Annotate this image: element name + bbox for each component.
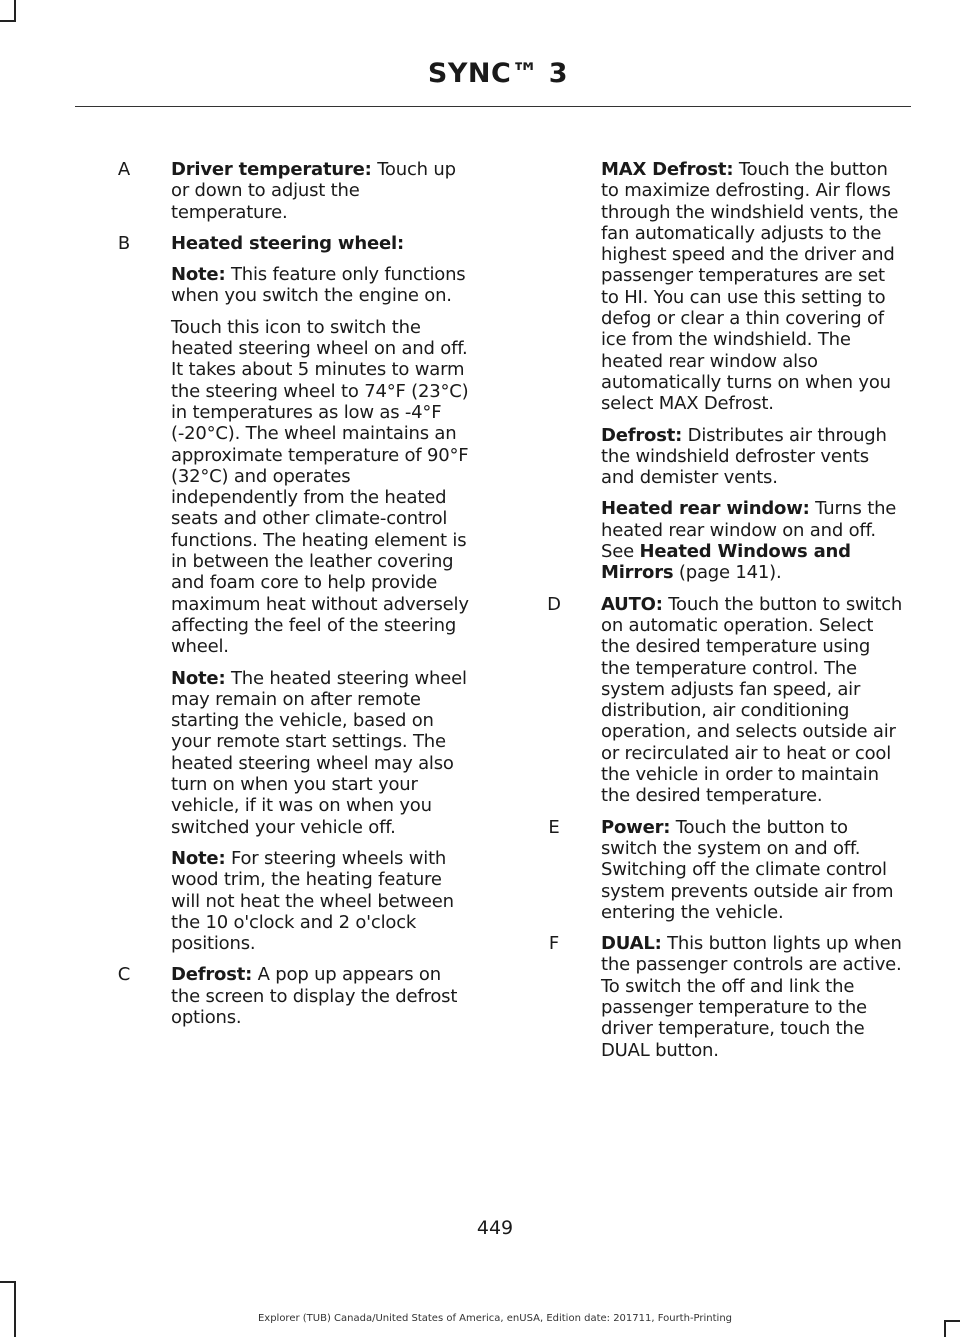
left-column bbox=[116, 159, 472, 1038]
page-number: 449 bbox=[476, 1217, 514, 1239]
description-text: A pop up appears on the screen to display the defrost options. bbox=[171, 964, 458, 1028]
legend-entry bbox=[116, 159, 472, 223]
term-label: Defrost: bbox=[601, 424, 683, 446]
term-label: Note: bbox=[171, 667, 226, 689]
description-text: The heated steering wheel may remain on after remote starting the vehicle, based on your remote start settings. The heated steering wheel may also turn on when you start your vehicle, if it was on when you switched your vehicle off. bbox=[171, 667, 467, 838]
legend-entry bbox=[546, 159, 904, 584]
legend-entry bbox=[546, 933, 904, 1061]
description-paragraph bbox=[601, 498, 904, 583]
legend-letter: D bbox=[547, 593, 561, 615]
term-label: Note: bbox=[171, 847, 226, 869]
description-paragraph bbox=[601, 933, 904, 1061]
description-paragraph bbox=[601, 425, 904, 489]
header-divider bbox=[75, 106, 911, 107]
description-paragraph bbox=[171, 317, 472, 658]
legend-letter: F bbox=[548, 933, 560, 955]
description-paragraph bbox=[171, 233, 472, 254]
description-paragraph bbox=[171, 668, 472, 838]
term-label: Driver temperature: bbox=[171, 159, 372, 180]
term-label: MAX Defrost: bbox=[601, 159, 734, 180]
description-text: Touch the button to switch the system on and off. Switching off the climate control system prevents outside air from entering the vehicle. bbox=[601, 816, 894, 923]
description-text: Touch the button to switch on automatic operation. Select the desired temperature using the temperature control. The system adjusts fan speed, air distribution, air conditioning operation, and selects outside air or recirculated air to heat or cool the vehicle in order to maintain the desired temperature. bbox=[601, 593, 903, 807]
page-header-title: SYNC™ 3 bbox=[427, 58, 568, 89]
term-label: Defrost: bbox=[171, 964, 253, 986]
crop-mark-bottom-left-h bbox=[0, 1281, 16, 1283]
legend-entry bbox=[116, 233, 472, 955]
term-label: DUAL: bbox=[601, 933, 662, 955]
legend-entry bbox=[546, 594, 904, 807]
description-text: Touch the button to maximize defrosting. Air flows through the windshield vents, the fan automatically adjusts to the highest speed and the driver and passenger temperatures are set to HI. You can use this setting to defog or clear a thin covering of ice from the windshield. The heated rear window also automatically turns on when you select MAX Defrost. bbox=[601, 159, 899, 415]
term-label: Note: bbox=[171, 264, 226, 286]
description-paragraph bbox=[171, 848, 472, 954]
description-paragraph bbox=[601, 817, 904, 923]
description-text: Touch this icon to switch the heated steering wheel on and off. It takes about 5 minutes to warm the steering wheel to 74°F (23°C) in temperatures as low as -4°F (-20°C). The wheel maintains an approximate temperature of 90°F (32°C) and operates independently from the heated seats and other climate-control functions. The heating element is in between the leather covering and foam core to help provide maximum heat without adversely affecting the feel of the steering wheel. bbox=[171, 316, 469, 658]
page-reference: (page 141). bbox=[673, 562, 782, 584]
term-label: AUTO: bbox=[601, 593, 663, 615]
description-text: This button lights up when the passenger controls are active. To switch the off and link the passenger temperature to the driver temperature, touch the DUAL button. bbox=[601, 933, 902, 1061]
legend-letter: E bbox=[548, 816, 560, 838]
legend-letter: A bbox=[117, 159, 131, 180]
description-text: This feature only functions when you switch the engine on. bbox=[171, 264, 466, 307]
crop-mark-top-left-h bbox=[0, 20, 16, 22]
description-paragraph bbox=[601, 159, 904, 415]
legend-letter: B bbox=[117, 232, 131, 254]
description-paragraph bbox=[171, 964, 472, 1028]
description-text: Touch up or down to adjust the temperature. bbox=[171, 159, 456, 223]
description-text: For steering wheels with wood trim, the heating feature will not heat the wheel between the 10 o'clock and 2 o'clock positions. bbox=[171, 847, 454, 955]
legend-letter: C bbox=[117, 964, 131, 986]
term-label: Heated rear window: bbox=[601, 498, 810, 520]
description-paragraph bbox=[171, 159, 472, 223]
edition-footer: Explorer (TUB) Canada/United States of America, enUSA, Edition date: 201711, Fourth-Printing bbox=[257, 1313, 733, 1324]
crop-mark-bottom-left bbox=[14, 1281, 16, 1337]
description-text: Turns the heated rear window on and off. See bbox=[601, 498, 897, 563]
term-label: Power: bbox=[601, 816, 671, 838]
crop-mark-top-left bbox=[14, 0, 16, 22]
description-paragraph bbox=[601, 594, 904, 807]
legend-entry bbox=[546, 817, 904, 923]
description-paragraph bbox=[171, 264, 472, 307]
right-column bbox=[546, 159, 904, 1071]
term-label: Heated steering wheel: bbox=[171, 232, 404, 254]
legend-entry bbox=[116, 964, 472, 1028]
cross-reference-link[interactable]: Heated Windows and Mirrors bbox=[601, 541, 851, 584]
description-text: Distributes air through the windshield defroster vents and demister vents. bbox=[601, 424, 887, 489]
